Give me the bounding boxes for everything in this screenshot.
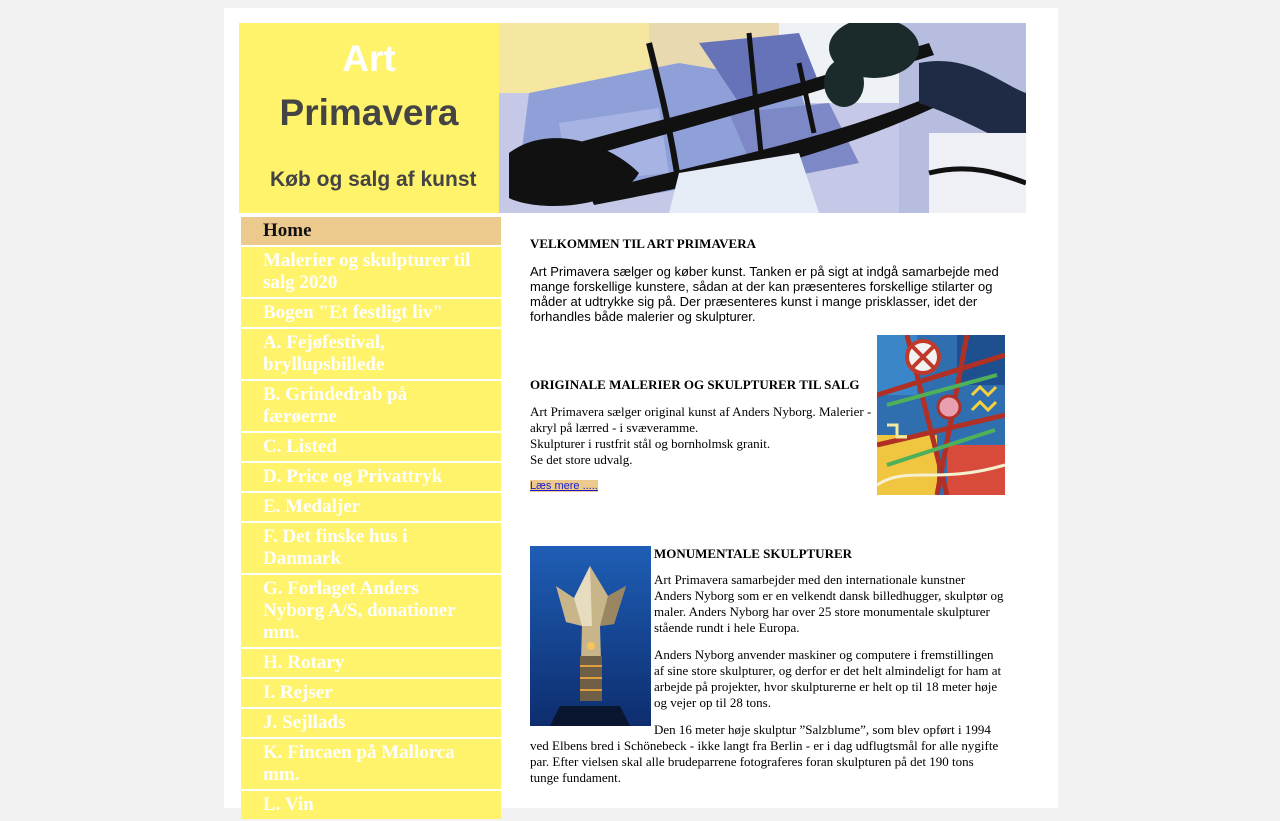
site-title-line2: Primavera [279, 92, 459, 133]
read-more-link[interactable]: Læs mere ..... [530, 480, 598, 492]
original-art-line: Art Primavera sælger original kunst af Anders Nyborg. Malerier - akryl på lærred - i svæveramme. [530, 404, 872, 435]
nav-item-rejser[interactable]: I. Rejser [241, 679, 501, 707]
main-navigation [241, 217, 501, 821]
nav-item-price-og-privattryk[interactable]: D. Price og Privattryk [241, 463, 501, 491]
nav-item-grindedrab[interactable]: B. Grindedrab på færøerne [241, 381, 501, 431]
sculpture-image[interactable] [530, 546, 651, 726]
site-title-line1: Art [342, 38, 396, 79]
welcome-text: Art Primavera sælger og køber kunst. Tanken er på sigt at indgå samarbejde med mange forskellige kunstere, sådan at der kan præsenteres forskellige stilarter og måder at udtrykke sig på. Der præsenteres kunst i mange prisklasser, idet der forhandles både malerier og skulpturer. [530, 264, 999, 324]
original-art-line: Se det store udvalg. [530, 452, 633, 467]
monumental-heading: MONUMENTALE SKULPTURER [654, 546, 853, 561]
nav-item-bogen[interactable]: Bogen "Et festligt liv" [241, 299, 501, 327]
painting-image[interactable] [877, 335, 1005, 495]
nav-item-home[interactable]: Home [241, 217, 501, 245]
nav-item-fejofestival[interactable]: A. Fejøfestival, bryllupsbillede [241, 329, 501, 379]
original-art-text [530, 404, 874, 468]
site-tagline: Køb og salg af kunst [270, 168, 477, 191]
header-title-block [239, 23, 499, 213]
welcome-heading: VELKOMMEN TIL ART PRIMAVERA [530, 236, 756, 251]
monumental-paragraph-1: Art Primavera samarbejder med den internationale kunstner Anders Nyborg som er en velkendt dansk billedhugger, skulptør og maler. Anders Nyborg har over 25 store monumentale skulpturer stående rundt i hele Europa. [654, 572, 1004, 635]
monumental-paragraph-2: Anders Nyborg anvender maskiner og computere i fremstillingen af sine store skulpturer, og derfor er det helt almindeligt for ham at arbejde på projekter, hvor skulpturerne er helt op til 18 meter høje og vejer op til 28 tons. [654, 647, 1002, 710]
header-banner-artwork [499, 23, 1026, 213]
nav-item-fincaen[interactable]: K. Fincaen på Mallorca mm. [241, 739, 501, 789]
page-container [224, 8, 1058, 815]
nav-item-det-finske-hus[interactable]: F. Det finske hus i Danmark [241, 523, 501, 573]
monumental-paragraph-3: Den 16 meter høje skulptur ”Salzblume”, som blev opført i 1994 ved Elbens bred i Schönebeck - ikke langt fra Berlin - er i dag udflugtsmål for alle nygifte par. Efter vielsen skal alle brudeparrene fotograferes foran skulpturen på det 190 tons tunge fundament. [530, 722, 999, 785]
nav-item-forlaget[interactable]: G. Forlaget Anders Nyborg A/S, donationer mm. [241, 575, 501, 647]
nav-item-malerier-og-skulpturer[interactable]: Malerier og skulpturer til salg 2020 [241, 247, 501, 297]
original-art-line: Skulpturer i rustfrit stål og bornholmsk granit. [530, 436, 771, 451]
nav-item-listed[interactable]: C. Listed [241, 433, 501, 461]
nav-item-medaljer[interactable]: E. Medaljer [241, 493, 501, 521]
original-art-heading: ORIGINALE MALERIER OG SKULPTURER TIL SALG [530, 377, 860, 392]
nav-item-rotary[interactable]: H. Rotary [241, 649, 501, 677]
nav-item-vin[interactable]: L. Vin [241, 791, 501, 819]
nav-item-sejllads[interactable]: J. Sejllads [241, 709, 501, 737]
